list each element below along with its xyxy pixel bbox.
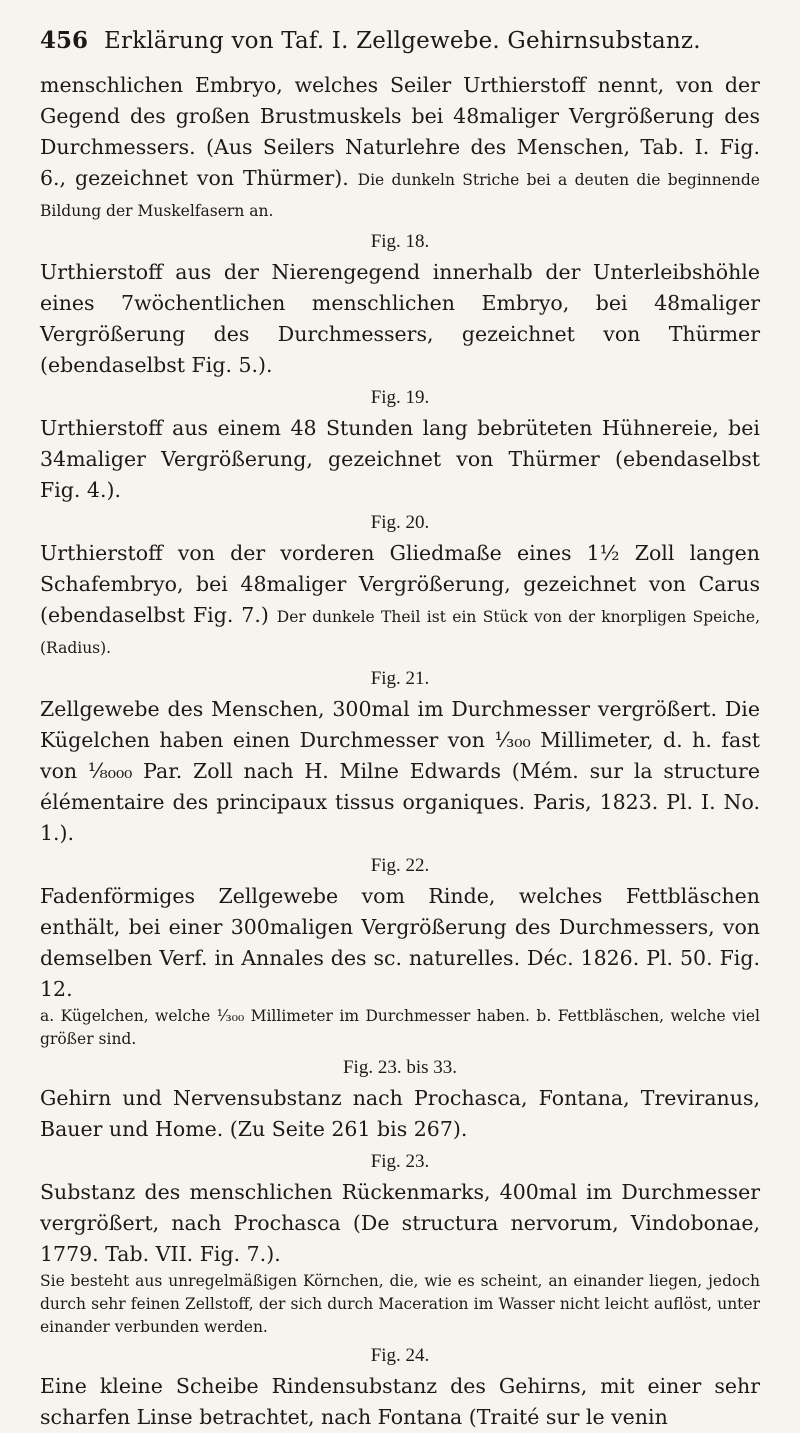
figure-heading: Fig. 23. bis 33. (342, 1057, 458, 1078)
inline-note: Der dunkele Theil ist ein Stück von der knorpligen Speiche, (Radius). (40, 608, 761, 657)
page-number: 456 (40, 27, 89, 54)
figure-heading: Fig. 18. (370, 231, 430, 252)
figure-heading: Fig. 19. (370, 387, 430, 408)
figure-legend: Sie besteht aus unregelmäßigen Körnchen, die, wie es scheint, an einander liegen, jedoch durch sehr feinen Zellstoff, der sich durch Maceration im Wasser nicht leicht auflöst, unter einander verbunden werden. (40, 1272, 760, 1336)
paragraph: Substanz des menschlichen Rückenmarks, 400mal im Durchmesser vergrößert, nach Prochasca (De structura nervorum, Vindobonae, 1779. Tab. VII. Fig. 7.). (40, 1180, 760, 1266)
paragraph-text: menschlichen Embryo, welches Seiler Urthierstoff nennt, von der Gegend des großen Brustmuskels bei 48maliger Vergrößerung des Durchmessers. (Aus Seilers Naturlehre des Menschen, Tab. I. Fig. 6., gezeichnet von Thürmer). (40, 73, 760, 190)
paragraph (40, 538, 760, 662)
inline-note: Die dunkeln Striche bei a deuten die beginnende Bildung der Muskelfasern an. (40, 171, 760, 220)
running-title: Erklärung von Taf. I. Zellgewebe. Gehirnsubstanz. (104, 28, 701, 54)
figure-heading: Fig. 24. (370, 1345, 430, 1366)
paragraph-text: Urthierstoff von der vorderen Gliedmaße eines 1½ Zoll langen Schafembryo, bei 48maliger Vergrößerung, gezeichnet von Carus (ebendaselbst Fig. 7.) (40, 541, 760, 627)
paragraph: Urthierstoff aus einem 48 Stunden lang bebrüteten Hühnereie, bei 34maliger Vergrößerung, gezeichnet von Thürmer (ebendaselbst Fig. 4.). (40, 416, 760, 502)
figure-heading: Fig. 21. (370, 668, 430, 689)
paragraph: Urthierstoff aus der Nierengegend innerhalb der Unterleibshöhle eines 7wöchentlichen menschlichen Embryo, bei 48maliger Vergrößerung des Durchmessers, gezeichnet von Thürmer (ebendaselbst Fig. 5.). (40, 260, 760, 377)
figure-heading: Fig. 20. (370, 512, 430, 533)
running-head (40, 26, 760, 56)
section-paragraph: Gehirn und Nervensubstanz nach Prochasca, Fontana, Treviranus, Bauer und Home. (Zu Seite 261 bis 267). (40, 1086, 760, 1141)
figure-legend: a. Kügelchen, welche ¹⁄₃₀₀ Millimeter im Durchmesser haben. b. Fettbläschen, welche viel größer sind. (40, 1007, 760, 1048)
paragraph: Fadenförmiges Zellgewebe vom Rinde, welches Fettbläschen enthält, bei einer 300maligen Vergrößerung des Durchmessers, von demselben Verf. in Annales des sc. naturelles. Déc. 1826. Pl. 50. Fig. 12. (40, 884, 760, 1001)
paragraph: Eine kleine Scheibe Rindensubstanz des Gehirns, mit einer sehr scharfen Linse betrachtet, nach Fontana (Traité sur le venin (40, 1374, 760, 1429)
body-text (40, 70, 760, 1433)
figure-heading: Fig. 23. (370, 1151, 430, 1172)
paragraph: Zellgewebe des Menschen, 300mal im Durchmesser vergrößert. Die Kügelchen haben einen Durchmesser von ¹⁄₃₀₀ Millimeter, d. h. fast von ¹⁄₈₀₀₀ Par. Zoll nach H. Milne Edwards (Mém. sur la structure élémentaire des principaux tissus organiques. Paris, 1823. Pl. I. No. 1.). (40, 697, 760, 845)
figure-heading: Fig. 22. (370, 855, 430, 876)
paragraph (40, 70, 760, 225)
